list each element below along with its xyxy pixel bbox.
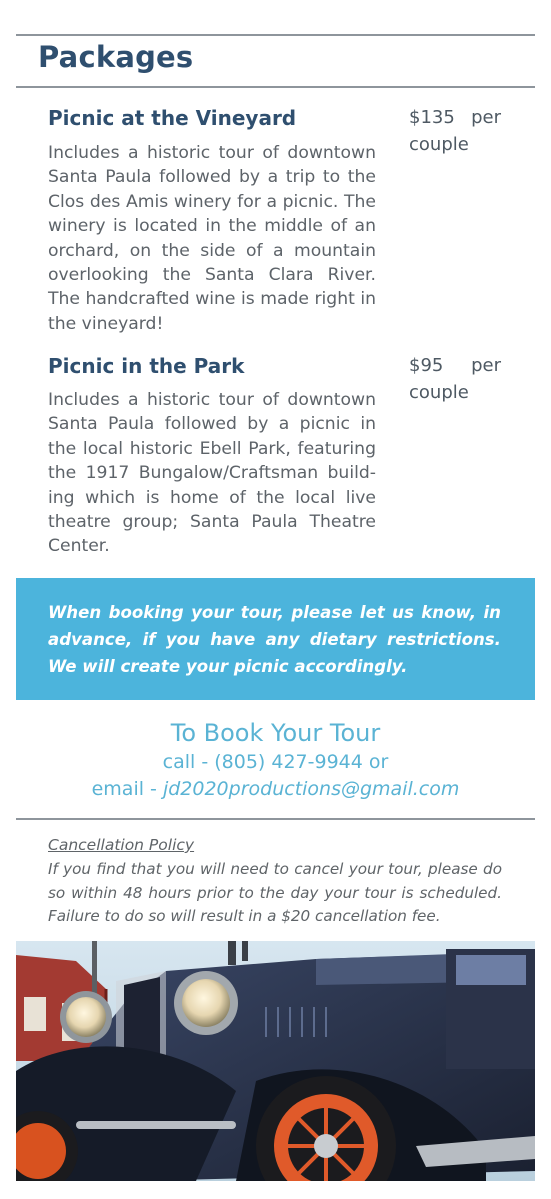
cancellation-heading: Cancellation Policy bbox=[48, 836, 195, 854]
cancellation-divider bbox=[16, 818, 535, 820]
booking-heading: To Book Your Tour bbox=[170, 719, 381, 747]
booking-email-prefix: email - bbox=[91, 778, 163, 800]
booking-phone[interactable]: call - (805) 427-9944 or bbox=[162, 751, 389, 773]
package-name-park: Picnic in the Park bbox=[48, 354, 245, 378]
package-description-park: Includes a historic tour of downtown Santa Paula followed by a picnic in the local historic Ebell Park, featuring the 1917 Bungalow/Craftsman build-ing which is home of the local live theatre group; Santa Paula Theatre Center. bbox=[48, 390, 376, 557]
dietary-notice-banner bbox=[16, 578, 535, 700]
package-price-park: $95 per couple bbox=[409, 355, 501, 403]
package-name-vineyard: Picnic at the Vineyard bbox=[48, 106, 297, 130]
booking-email-link[interactable]: jd2020productions@gmail.com bbox=[162, 778, 460, 800]
top-divider bbox=[16, 34, 535, 36]
vintage-car-photo bbox=[16, 941, 535, 1181]
cancellation-text: If you find that you will need to cancel your tour, please do so within 48 hours prior to the day your tour is scheduled. Failure to do so will result in a $20 cancellation fee. bbox=[48, 860, 502, 925]
package-description-vineyard: Includes a historic tour of downtown Santa Paula followed by a trip to the Clos des Amis winery for a picnic. The winery is located in the middle of an orchard, on the side of a mountain overlooking the Santa Clara River. The handcrafted wine is made right in the vineyard! bbox=[48, 143, 376, 334]
dietary-notice-text: When booking your tour, please let us know, in advance, if you have any dietary restrictions. We will create your picnic accordingly. bbox=[48, 603, 501, 676]
package-price-vineyard: $135 per couple bbox=[409, 107, 501, 155]
booking-email-line bbox=[16, 778, 535, 800]
page-title: Packages bbox=[38, 40, 194, 74]
title-divider bbox=[16, 86, 535, 88]
